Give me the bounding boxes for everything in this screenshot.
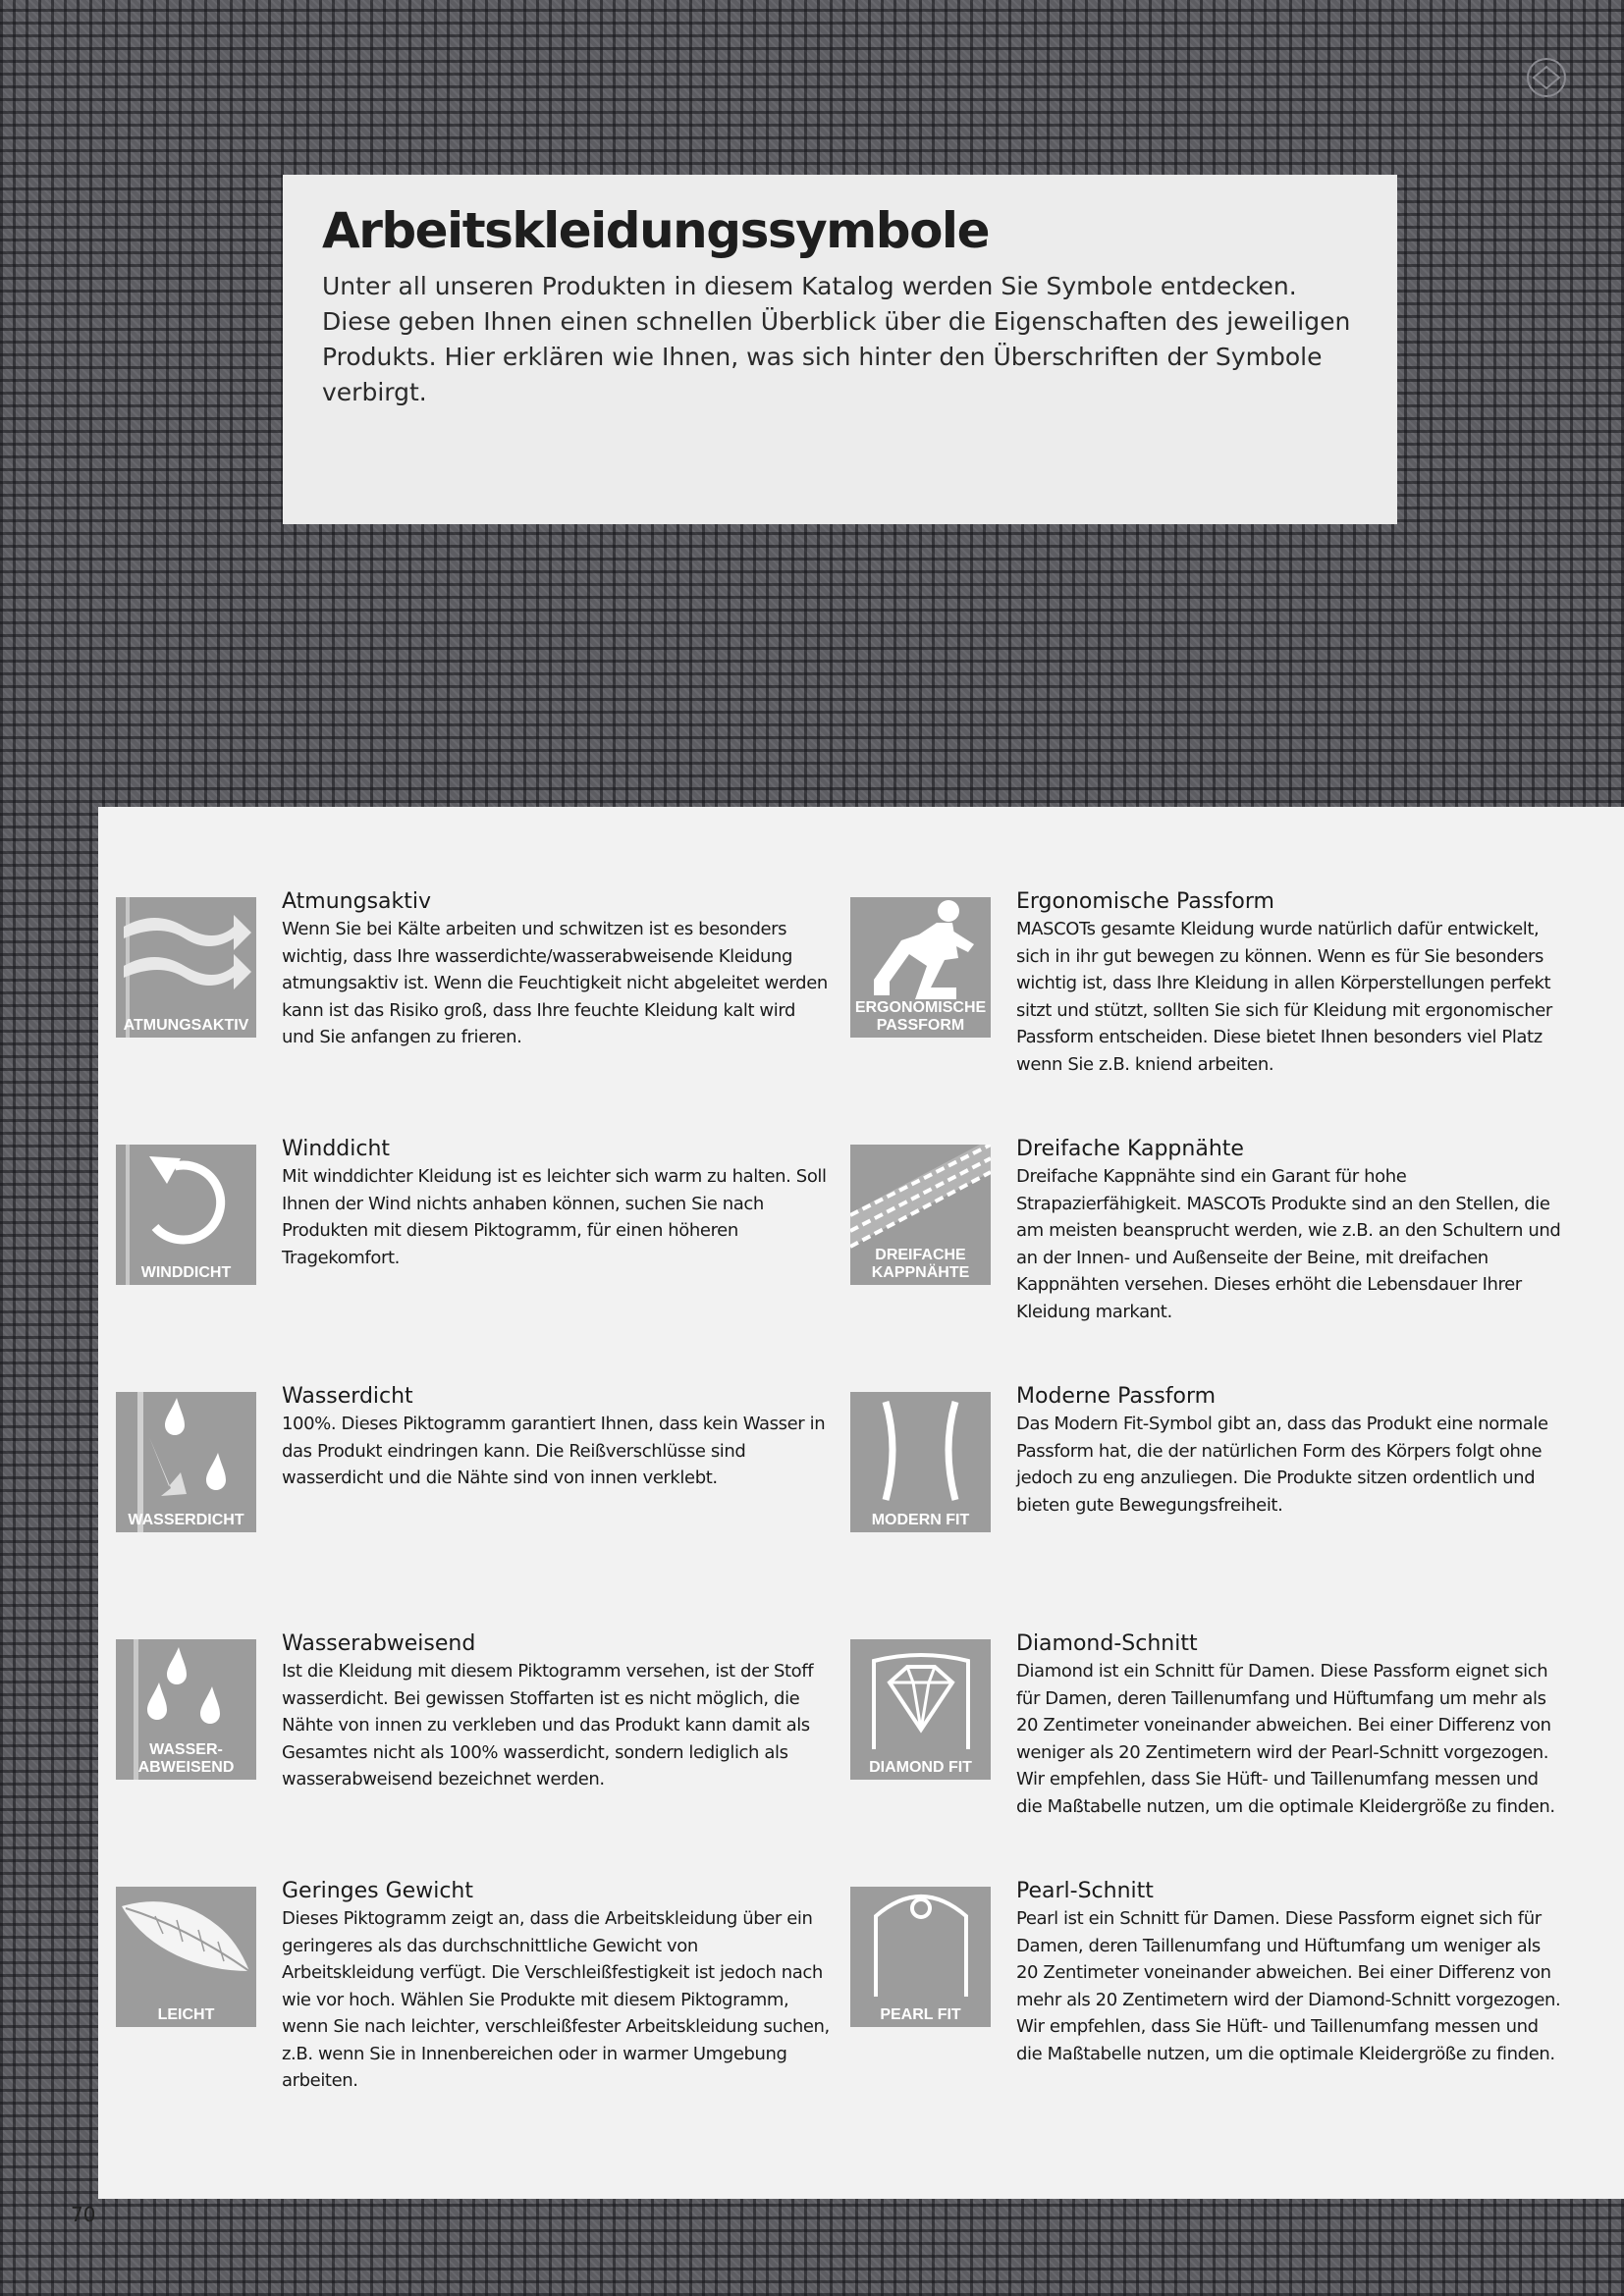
icon-label: MODERN FIT	[871, 1512, 970, 1528]
symbol-description: Wenn Sie bei Kälte arbeiten und schwitzen ist es besonders wichtig, dass Ihre wasserdichte/wasserabweisende Kleidung atmungsaktiv ist. Wenn die Feuchtigkeit nicht abgeleitet werden kann ist das Risiko groß, dass Ihre feuchte Kleidung kalt wird und Sie anfangen zu frieren.	[282, 919, 828, 1047]
wind-swirl-icon	[116, 1145, 256, 1285]
symbol-title: Dreifache Kappnähte	[1016, 1137, 1244, 1161]
icon-label: LEICHT	[157, 2006, 215, 2023]
symbol-description: 100%. Dieses Piktogramm garantiert Ihnen, dass kein Wasser in das Produkt eindringen kann. Die Reißverschlüsse sind wasserdicht und die Nähte sind von innen verklebt.	[282, 1414, 826, 1488]
symbol-description: Ist die Kleidung mit diesem Piktogramm versehen, ist der Stoff wasserdicht. Bei gewissen Stoffarten ist es nicht möglich, die Nähte von innen zu verkleben und das Produkt kann damit als Gesamtes nicht als 100% wasserdicht, sondern lediglich als wasserabweisend bezeichnet werden.	[282, 1661, 814, 1789]
symbol-title: Ergonomische Passform	[1016, 889, 1274, 914]
icon-label: DIAMOND FIT	[869, 1759, 972, 1776]
diamond-icon	[850, 1639, 991, 1780]
symbol-description: Das Modern Fit-Symbol gibt an, dass das Produkt eine normale Passform hat, die der natürlichen Form des Körpers folgt ohne jedoch zu eng anzuliegen. Die Produkte sitzen ordentlich und bieten gute Bewegungsfreiheit.	[1016, 1414, 1548, 1516]
symbol-title: Atmungsaktiv	[282, 889, 432, 914]
icon-label: ERGONOMISCHE PASSFORM	[854, 999, 987, 1034]
symbol-description: Dieses Piktogramm zeigt an, dass die Arbeitskleidung über ein geringeres als das durchschnittliche Gewicht von Arbeitskleidung verfügt. Die Verschleißfestigkeit ist jedoch nach wie vor hoch. Wählen Sie Produkte mit diesem Piktogramm, wenn Sie nach leichter, verschleißfester Arbeitskleidung suchen, z.B. wenn Sie in Innenbereichen oder in warmer Umgebung arbeiten.	[282, 1908, 830, 2091]
symbol-title: Wasserabweisend	[282, 1631, 476, 1656]
pearl-icon	[850, 1887, 991, 2027]
symbol-title: Winddicht	[282, 1137, 391, 1161]
water-drops-icon	[116, 1639, 256, 1780]
icon-label: WINDDICHT	[140, 1264, 232, 1281]
symbol-title: Moderne Passform	[1016, 1384, 1217, 1409]
icon-label: DREIFACHE KAPPNÄHTE	[871, 1247, 970, 1281]
triple-seam-icon	[850, 1145, 991, 1285]
symbol-description: Pearl ist ein Schnitt für Damen. Diese Passform eignet sich für Damen, deren Taillenumfang und Hüftumfang um weniger als 20 Zentimeter voneinander abweichen. Bei einer Differenz von mehr als 20 Zentimetern wird der Diamond-Schnitt vorgezogen. Wir empfehlen, dass Sie Hüft- und Taillenumfang messen und die Maßtabelle nutzen, um die optimale Kleidergröße zu finden.	[1016, 1908, 1561, 2064]
feather-icon	[116, 1887, 256, 2027]
symbol-description: MASCOTs gesamte Kleidung wurde natürlich dafür entwickelt, sich in ihr gut bewegen zu können. Wenn es für Sie besonders wichtig ist, dass Ihre Kleidung in allen Körperstellungen perfekt sitzt und stützt, sollten Sie sich für Kleidung mit ergonomischer Passform entscheiden. Diese bietet Ihnen besonders viel Platz wenn Sie z.B. kniend arbeiten.	[1016, 919, 1552, 1075]
intro-text: Unter all unseren Produkten in diesem Katalog werden Sie Symbole entdecken. Diese geben Ihnen einen schnellen Überblick über die Eigenschaften des jeweiligen Produkts. Hier erklären wie Ihnen, was sich hinter den Überschriften der Symbole verbirgt.	[322, 272, 1351, 406]
page-title: Arbeitskleidungssymbole	[322, 202, 989, 259]
icon-label: ATMUNGSAKTIV	[123, 1017, 249, 1034]
intro-box	[283, 175, 1397, 524]
symbol-description: Mit winddichter Kleidung ist es leichter sich warm zu halten. Soll Ihnen der Wind nichts anhaben können, suchen Sie nach Produkten mit diesem Piktogramm, für einen höheren Tragekomfort.	[282, 1166, 827, 1268]
corner-logo-icon	[1524, 55, 1569, 100]
symbol-title: Diamond-Schnitt	[1016, 1631, 1198, 1656]
symbol-title: Geringes Gewicht	[282, 1879, 473, 1903]
page-number: 70	[71, 2203, 96, 2226]
icon-label: PEARL FIT	[880, 2006, 961, 2023]
symbol-title: Pearl-Schnitt	[1016, 1879, 1154, 1903]
icon-label: WASSERDICHT	[128, 1512, 244, 1528]
symbol-description: Dreifache Kappnähte sind ein Garant für hohe Strapazierfähigkeit. MASCOTs Produkte sind an den Stellen, die am meisten beansprucht werden, wie z.B. an den Schultern und an der Innen- und Außenseite der Beine, mit dreifachen Kappnähten versehen. Dieses erhöht die Lebensdauer Ihrer Kleidung markant.	[1016, 1166, 1561, 1322]
symbols-panel	[98, 807, 1624, 2199]
symbol-title: Wasserdicht	[282, 1384, 413, 1409]
arrows-icon	[116, 897, 256, 1038]
kneeling-person-icon	[850, 897, 991, 1038]
symbol-description: Diamond ist ein Schnitt für Damen. Diese Passform eignet sich für Damen, deren Taillenumfang und Hüftumfang um mehr als 20 Zentimeter voneinander abweichen. Bei einer Differenz von weniger als 20 Zentimetern wird der Pearl-Schnitt vorgezogen. Wir empfehlen, dass Sie Hüft- und Taillenumfang messen und die Maßtabelle nutzen, um die optimale Kleidergröße zu finden.	[1016, 1661, 1555, 1817]
modern-fit-icon	[850, 1392, 991, 1532]
water-drops-deflect-icon	[116, 1392, 256, 1532]
icon-label: WASSER- ABWEISEND	[137, 1741, 235, 1776]
